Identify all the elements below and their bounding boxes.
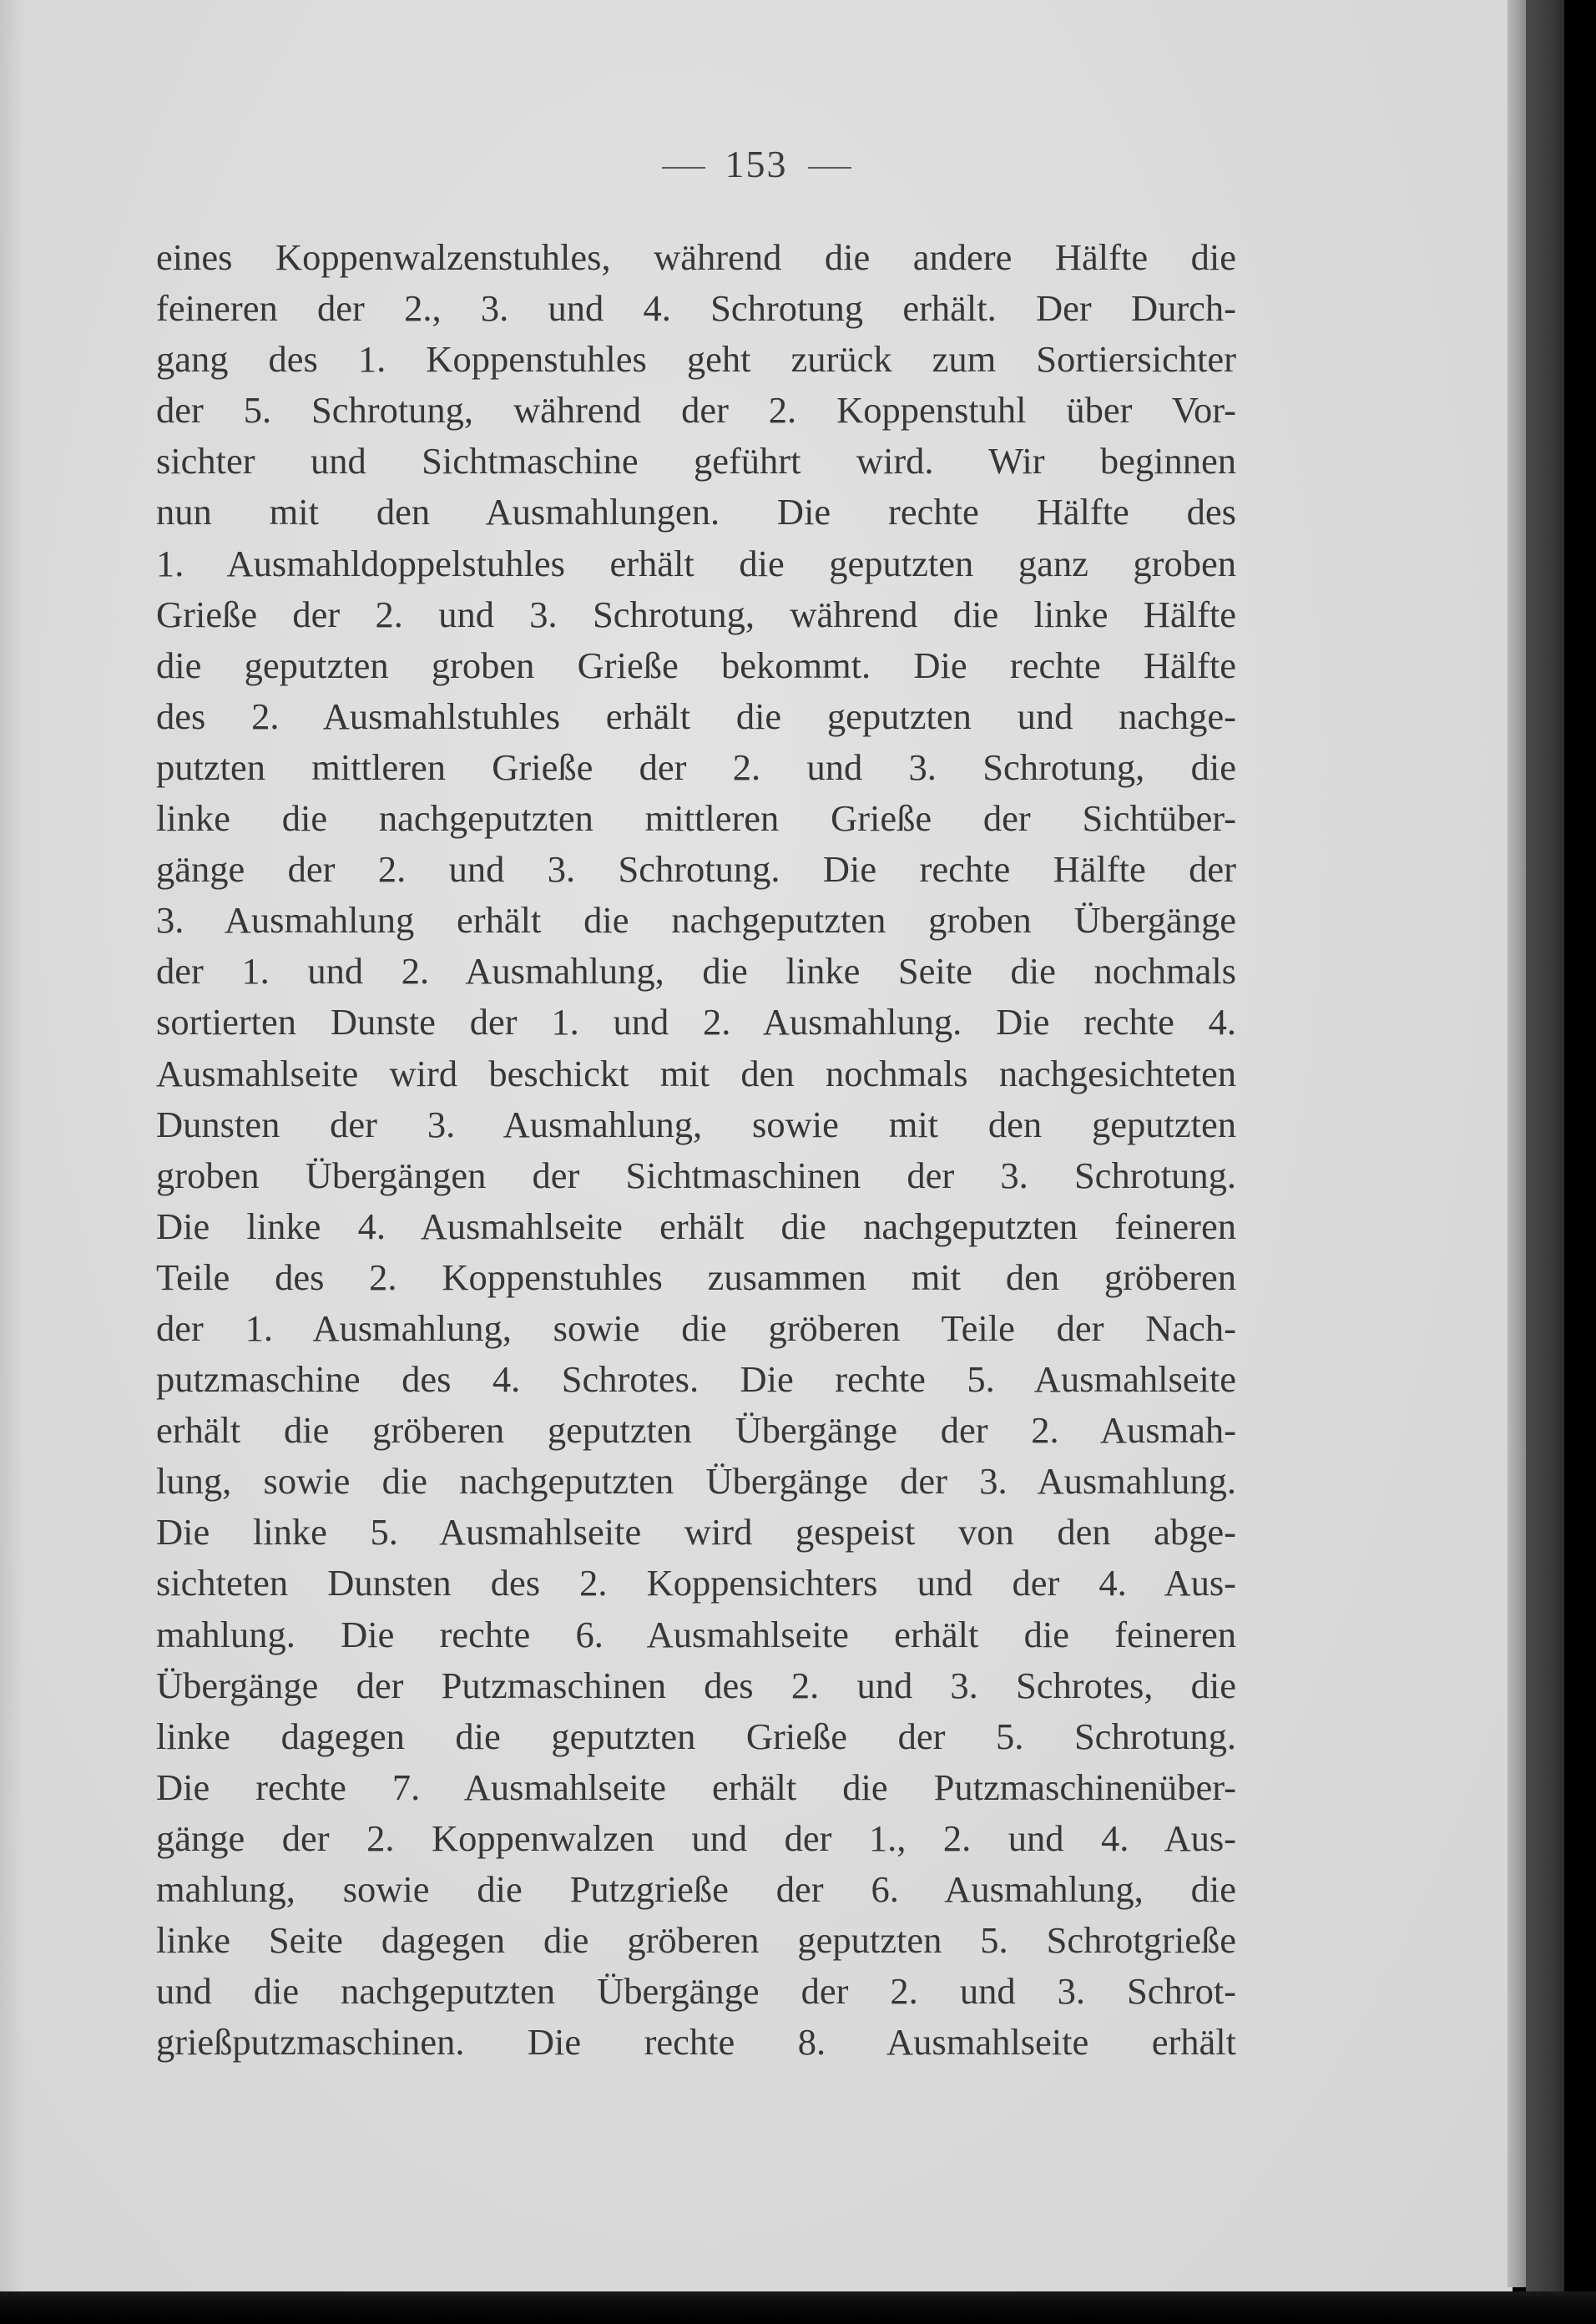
text-line: sichter und Sichtmaschine geführt wird. Wir beginnen [156, 440, 1236, 482]
header-dash-left [662, 167, 705, 169]
text-line: mahlung, sowie die Putzgrieße der 6. Ausmahlung, die [156, 1868, 1236, 1910]
text-line: Teile des 2. Koppenstuhles zusammen mit den gröberen [156, 1255, 1236, 1298]
text-line: Die linke 4. Ausmahlseite erhält die nachgeputzten feineren [156, 1205, 1236, 1247]
page-number-header [0, 142, 1513, 186]
page-number: 153 [725, 143, 788, 185]
text-line: linke dagegen die geputzten Grieße der 5. Schrotung. [156, 1715, 1236, 1757]
text-line: eines Koppenwalzenstuhles, während die andere Hälfte die [156, 236, 1236, 278]
text-line: des 2. Ausmahlstuhles erhält die geputzten und nachge- [156, 695, 1236, 737]
text-line: der 1. Ausmahlung, sowie die gröberen Teile der Nach- [156, 1306, 1236, 1349]
text-line: gänge der 2. Koppenwalzen und der 1., 2. und 4. Aus- [156, 1816, 1236, 1859]
scan-bottom-border [0, 2291, 1596, 2324]
header-dash-right [808, 167, 851, 169]
text-line: feineren der 2., 3. und 4. Schrotung erhält. Der Durch- [156, 287, 1236, 330]
text-line: Übergänge der Putzmaschinen des 2. und 3. Schrotes, die [156, 1664, 1236, 1706]
text-line: gang des 1. Koppenstuhles geht zurück zum Sortiersichter [156, 338, 1236, 381]
text-line: erhält die gröberen geputzten Übergänge der 2. Ausmah- [156, 1409, 1236, 1452]
text-line: sichteten Dunsten des 2. Koppensichters und der 4. Aus- [156, 1562, 1236, 1604]
body-text [156, 232, 1236, 2068]
text-line: lung, sowie die nachgeputzten Übergänge der 3. Ausmahlung. [156, 1460, 1236, 1503]
text-line: putzten mittleren Grieße der 2. und 3. Schrotung, die [156, 745, 1236, 788]
text-line: nun mit den Ausmahlungen. Die rechte Hälfte des [156, 491, 1236, 533]
page-edge-highlight [1508, 0, 1526, 2287]
text-line: 3. Ausmahlung erhält die nachgeputzten groben Übergänge [156, 899, 1236, 942]
text-line: der 1. und 2. Ausmahlung, die linke Seite die nochmals [156, 950, 1236, 993]
text-line: grießputzmaschinen. Die rechte 8. Ausmahlseite erhält [156, 2021, 1236, 2064]
text-line: sortierten Dunste der 1. und 2. Ausmahlung. Die rechte 4. [156, 1001, 1236, 1043]
text-line: linke die nachgeputzten mittleren Grieße der Sichtüber- [156, 797, 1236, 840]
text-line: Die linke 5. Ausmahlseite wird gespeist von den abge- [156, 1511, 1236, 1554]
text-line: der 5. Schrotung, während der 2. Koppenstuhl über Vor- [156, 389, 1236, 432]
text-line: linke Seite dagegen die gröberen geputzten 5. Schrotgrieße [156, 1919, 1236, 1962]
text-line: Die rechte 7. Ausmahlseite erhält die Putzmaschinenüber- [156, 1766, 1236, 1808]
text-line: gänge der 2. und 3. Schrotung. Die rechte Hälfte der [156, 848, 1236, 891]
text-line: Ausmahlseite wird beschickt mit den nochmals nachgesichteten [156, 1052, 1236, 1094]
text-line: 1. Ausmahldoppelstuhles erhält die geputzten ganz groben [156, 542, 1236, 584]
text-line: Dunsten der 3. Ausmahlung, sowie mit den geputzten [156, 1103, 1236, 1145]
text-line: und die nachgeputzten Übergänge der 2. und 3. Schrot- [156, 1970, 1236, 2013]
book-edge-shadow [1526, 0, 1564, 2304]
text-line: die geputzten groben Grieße bekommt. Die rechte Hälfte [156, 644, 1236, 686]
text-line: Grieße der 2. und 3. Schrotung, während die linke Hälfte [156, 593, 1236, 635]
text-line: putzmaschine des 4. Schrotes. Die rechte 5. Ausmahlseite [156, 1358, 1236, 1401]
text-line: mahlung. Die rechte 6. Ausmahlseite erhält die feineren [156, 1613, 1236, 1655]
text-line: groben Übergängen der Sichtmaschinen der 3. Schrotung. [156, 1154, 1236, 1196]
page-gutter-shadow [0, 0, 25, 2291]
